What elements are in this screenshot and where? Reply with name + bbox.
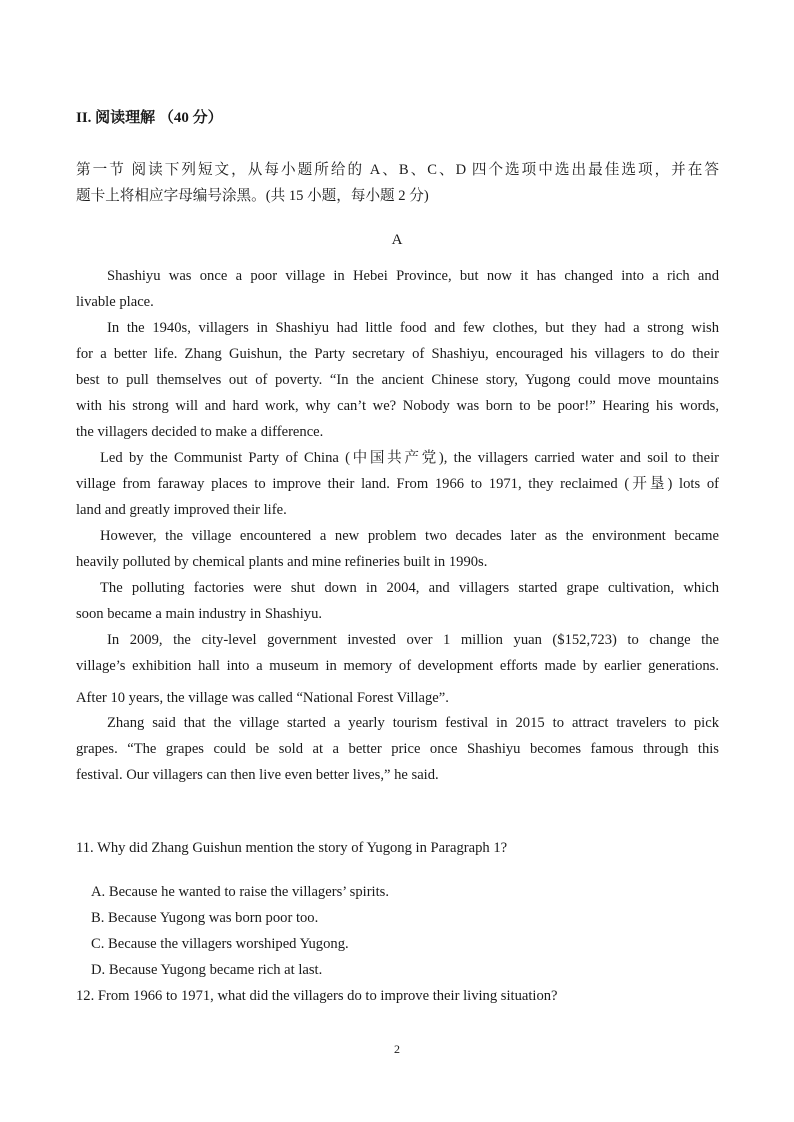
- instructions-line-2: 题卡上将相应字母编号涂黑。(共 15 小题，每小题 2 分): [76, 188, 429, 204]
- passage-line: village from faraway places to improve their land. From 1966 to 1971, they reclaimed (开垦) lots of: [76, 476, 719, 492]
- section-title: II. 阅读理解 （40 分）: [76, 110, 223, 126]
- passage-line: Zhang said that the village started a yearly tourism festival in 2015 to attract travelers to pick: [107, 715, 719, 731]
- passage-line: the villagers decided to make a difference.: [76, 424, 324, 440]
- passage-line: grapes. “The grapes could be sold at a better price once Shashiyu becomes famous through this: [76, 741, 719, 757]
- passage-line: In 2009, the city-level government invested over 1 million yuan ($152,723) to change the: [107, 632, 719, 648]
- passage-line: festival. Our villagers can then live even better lives,” he said.: [76, 767, 439, 783]
- passage-line: The polluting factories were shut down in 2004, and villagers started grape cultivation, which: [100, 580, 719, 596]
- passage-line: for a better life. Zhang Guishun, the Party secretary of Shashiyu, encouraged his villagers to do their: [76, 346, 719, 362]
- page-number: 2: [394, 1042, 400, 1056]
- passage-line: After 10 years, the village was called “National Forest Village”.: [76, 690, 449, 706]
- question-stem: 12. From 1966 to 1971, what did the villagers do to improve their living situation?: [76, 988, 558, 1004]
- passage-line: However, the village encountered a new problem two decades later as the environment became: [100, 528, 719, 544]
- passage-line: soon became a main industry in Shashiyu.: [76, 606, 323, 622]
- passage-line: with his strong will and hard work, why can’t we? Nobody was born to be poor!” Hearing his words,: [76, 398, 719, 414]
- passage-line: heavily polluted by chemical plants and mine refineries built in 1990s.: [76, 554, 488, 570]
- instructions-line-1: 第一节 阅读下列短文，从每小题所给的 A、B、C、D 四个选项中选出最佳选项，并在答: [76, 162, 719, 178]
- passage-line: village’s exhibition hall into a museum in memory of development efforts made by earlier generations.: [76, 658, 719, 674]
- passage-line: livable place.: [76, 294, 154, 310]
- answer-option-a[interactable]: A. Because he wanted to raise the villagers’ spirits.: [91, 884, 389, 900]
- question-stem: 11. Why did Zhang Guishun mention the story of Yugong in Paragraph 1?: [76, 840, 508, 856]
- answer-option-b[interactable]: B. Because Yugong was born poor too.: [91, 910, 319, 926]
- passage-line: In the 1940s, villagers in Shashiyu had little food and few clothes, but they had a strong wish: [107, 320, 719, 336]
- answer-option-d[interactable]: D. Because Yugong became rich at last.: [91, 962, 323, 978]
- passage-line: land and greatly improved their life.: [76, 502, 287, 518]
- passage-line: best to pull themselves out of poverty. “In the ancient Chinese story, Yugong could move mountains: [76, 372, 719, 388]
- passage-line: Led by the Communist Party of China (中国共产党), the villagers carried water and soil to their: [100, 450, 719, 466]
- passage-line: Shashiyu was once a poor village in Hebei Province, but now it has changed into a rich and: [107, 268, 719, 284]
- passage-label: A: [391, 232, 403, 248]
- answer-option-c[interactable]: C. Because the villagers worshiped Yugong.: [91, 936, 349, 952]
